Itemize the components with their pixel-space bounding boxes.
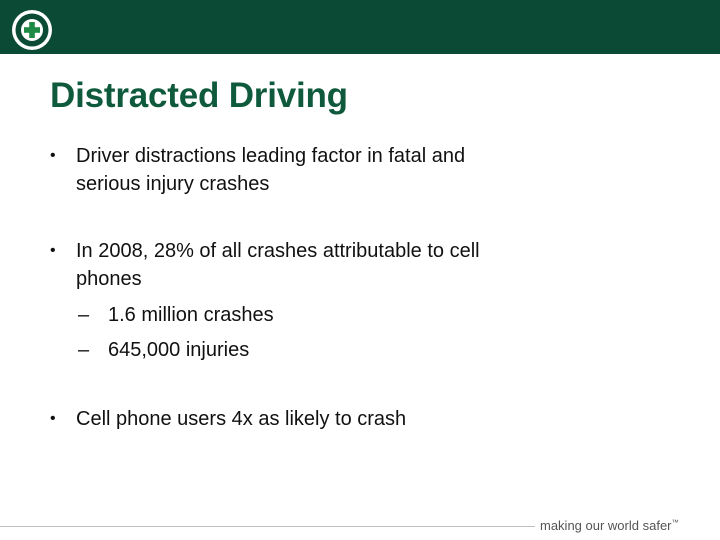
sub-bullet-item [78,301,274,329]
sub-bullet-marker: – [78,304,90,326]
sub-bullet-text: 1.6 million crashes [108,304,274,326]
slide-title: Distracted Driving [50,76,348,115]
bullet-text: Driver distractions leading factor in fatal and serious injury crashes [76,145,466,195]
sub-bullet-marker: – [78,339,90,361]
bullet-marker: • [50,410,56,427]
bullet-marker: • [50,242,56,259]
bullet-text: In 2008, 28% of all crashes attributable to cell phones [76,240,480,290]
header-bar [0,0,720,54]
national-safety-council-logo-icon [11,9,53,51]
bullet-text: Cell phone users 4x as likely to crash [76,408,407,430]
tagline-text: making our world safer [540,518,672,533]
trademark-mark: ™ [671,519,679,527]
sub-bullet-text: 645,000 injuries [108,339,250,361]
footer-tagline [540,518,679,533]
sub-bullet-item [78,336,249,364]
footer-divider [0,526,535,527]
bullet-marker: • [50,147,56,164]
